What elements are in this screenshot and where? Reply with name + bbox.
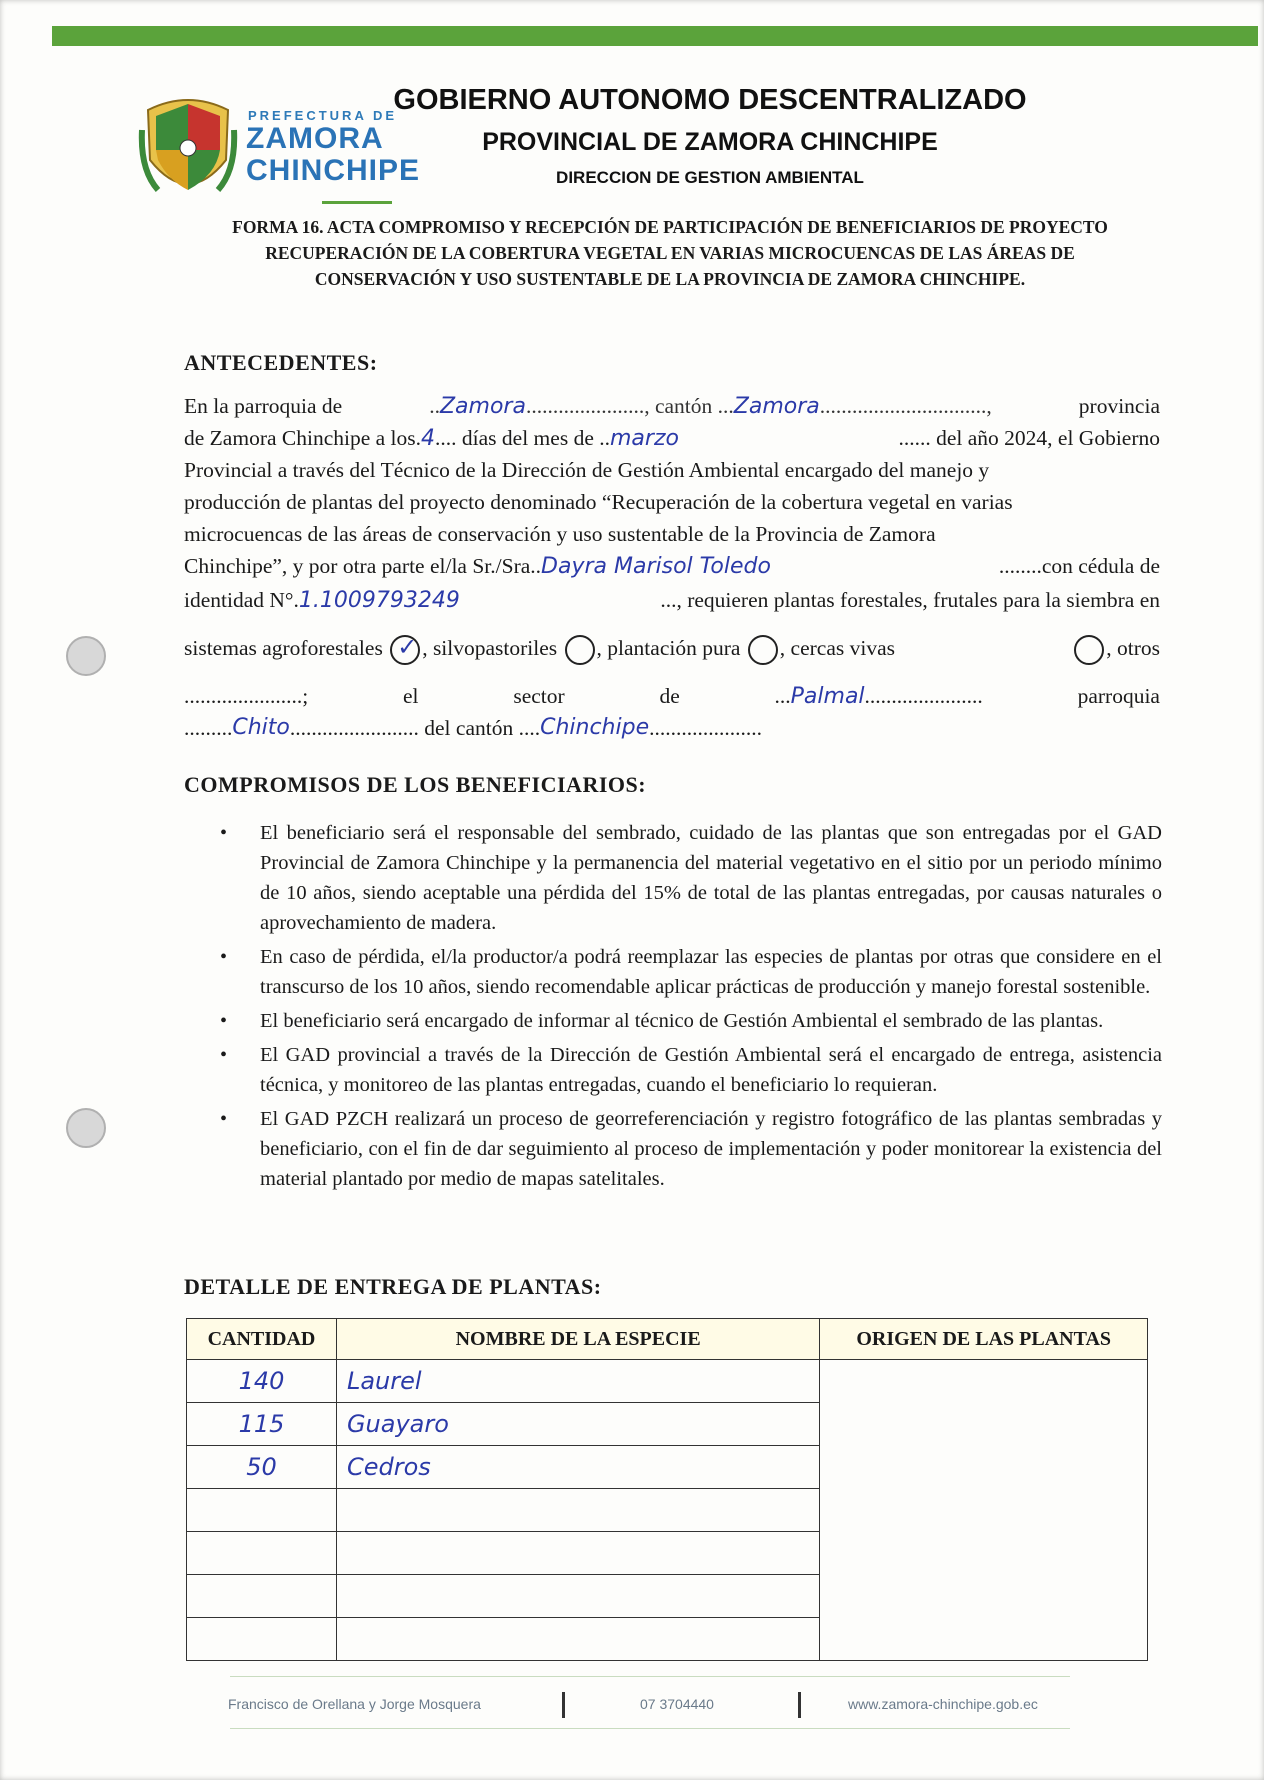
list-item: • El beneficiario será encargado de informar al técnico de Gestión Ambiental el sembrado de las plantas. bbox=[220, 1006, 1162, 1036]
text-segment: Provincial a través del Técnico de la Dirección de Gestión Ambiental encargado del manejo y bbox=[184, 458, 990, 482]
parroquia2-field[interactable]: Chito bbox=[232, 715, 290, 740]
gad-title-line1: GOBIERNO AUTONOMO DESCENTRALIZADO bbox=[393, 84, 1027, 116]
list-item: • El beneficiario será el responsable del sembrado, cuidado de las plantas que son entregadas por el GAD Provincial de Zamora Chinchipe y la permanencia del material vegetativo en el sitio por un periodo mínimo de 10 años, siendo aceptable una pérdida del 15% de total de las plantas entregadas, por causas naturales o aprovechamiento de madera. bbox=[220, 818, 1162, 938]
form-title-line2: RECUPERACIÓN DE LA COBERTURA VEGETAL EN VARIAS MICROCUENCAS DE LAS ÁREAS DE bbox=[265, 243, 1075, 263]
especie-cell[interactable] bbox=[336, 1532, 819, 1575]
cantidad-cell[interactable]: 115 bbox=[187, 1403, 337, 1446]
checkbox-plantacion-pura[interactable] bbox=[748, 635, 778, 665]
text-segment: producción de plantas del proyecto denominado “Recuperación de la cobertura vegetal en varias bbox=[184, 490, 1013, 514]
especie-cell[interactable] bbox=[336, 1618, 819, 1661]
canton-field[interactable]: Zamora bbox=[733, 394, 820, 419]
gad-department: DIRECCION DE GESTION AMBIENTAL bbox=[556, 168, 864, 187]
footer-divider-top bbox=[230, 1676, 1070, 1677]
antecedentes-line-5 bbox=[184, 518, 1160, 550]
antecedentes-line-3 bbox=[184, 454, 1160, 486]
logo-underline bbox=[322, 201, 392, 204]
prefectura-name-chinchipe: CHINCHIPE bbox=[246, 154, 421, 187]
list-item: • El GAD provincial a través de la Dirección de Gestión Ambiental será el encargado de entrega, asistencia técnica, y monitoreo de las plantas entregadas, cuando el beneficiario lo requieran. bbox=[220, 1040, 1162, 1100]
sector-field[interactable]: Palmal bbox=[790, 684, 865, 709]
cantidad-cell[interactable] bbox=[187, 1618, 337, 1661]
footer-separator bbox=[562, 1692, 565, 1718]
punch-hole-bottom bbox=[66, 1108, 106, 1148]
text-segment: el bbox=[403, 684, 419, 708]
text-segment: Chinchipe”, y por otra parte el/la Sr./Sra.. bbox=[184, 554, 542, 578]
text-parroquia-label: En la parroquia de bbox=[184, 394, 343, 418]
list-item: • El GAD PZCH realizará un proceso de georreferenciación y registro fotográfico de las plantas sembradas y beneficiario, con el fin de dar seguimiento al proceso de implementación y poder monitorear la existencia del material plantado por medio de mapas satelitales. bbox=[220, 1104, 1162, 1194]
checkbox-agroforestales[interactable] bbox=[390, 635, 420, 665]
option-agroforestales bbox=[184, 632, 895, 665]
footer-separator bbox=[798, 1692, 801, 1718]
dots: ...................... bbox=[864, 684, 983, 708]
footer-address: Francisco de Orellana y Jorge Mosquera bbox=[228, 1696, 481, 1712]
text-segment: de bbox=[659, 684, 680, 708]
especie-cell[interactable] bbox=[336, 1489, 819, 1532]
plants-table bbox=[186, 1318, 1148, 1661]
antecedentes-title: ANTECEDENTES: bbox=[184, 350, 378, 375]
label-agroforestales: sistemas agroforestales bbox=[184, 636, 383, 660]
text-segment: ..., requieren plantas forestales, frutales para la siembra en bbox=[660, 588, 1160, 612]
text-segment: sector bbox=[513, 684, 565, 708]
table-row bbox=[187, 1360, 1148, 1403]
mes-field[interactable]: marzo bbox=[609, 426, 679, 451]
origen-cell[interactable] bbox=[820, 1360, 1148, 1661]
antecedentes-line-10 bbox=[184, 712, 1160, 744]
text-segment: parroquia bbox=[1077, 684, 1160, 708]
antecedentes-line-7 bbox=[184, 584, 1160, 617]
otros-field[interactable]: ......................; bbox=[184, 684, 309, 708]
punch-hole-top bbox=[66, 636, 106, 676]
especie-cell[interactable]: Cedros bbox=[336, 1446, 819, 1489]
prefectura-label: PREFECTURA DE bbox=[248, 108, 398, 123]
antecedentes-line-6 bbox=[184, 550, 1160, 583]
text-segment: ........................ del cantón .... bbox=[289, 716, 541, 740]
column-header-origen: ORIGEN DE LAS PLANTAS bbox=[820, 1319, 1148, 1360]
footer-phone: 07 3704440 bbox=[640, 1696, 714, 1712]
especie-cell[interactable] bbox=[336, 1575, 819, 1618]
dots: .. bbox=[429, 394, 440, 418]
antecedentes-line-8 bbox=[184, 632, 1160, 665]
text-segment: ........con cédula de bbox=[998, 554, 1160, 578]
dia-field[interactable]: 4 bbox=[421, 426, 436, 451]
dots: ... bbox=[774, 684, 791, 708]
label-otros: , otros bbox=[1106, 636, 1160, 660]
column-header-especie: NOMBRE DE LA ESPECIE bbox=[336, 1319, 819, 1360]
header-green-bar bbox=[52, 26, 1258, 46]
check-mark-icon: ✓ bbox=[397, 633, 418, 662]
checkbox-silvopastoriles[interactable] bbox=[565, 635, 595, 665]
cantidad-cell[interactable] bbox=[187, 1489, 337, 1532]
canton-label: ......................, cantón ... bbox=[525, 394, 734, 418]
especie-cell[interactable]: Laurel bbox=[336, 1360, 819, 1403]
dots: ..............................., bbox=[819, 394, 992, 418]
compromisos-title: COMPROMISOS DE LOS BENEFICIARIOS: bbox=[184, 772, 647, 797]
column-header-cantidad: CANTIDAD bbox=[187, 1319, 337, 1360]
cedula-field[interactable]: 1.1009793249 bbox=[298, 588, 460, 613]
gad-title-line2: PROVINCIAL DE ZAMORA CHINCHIPE bbox=[482, 128, 938, 156]
text-segment: identidad N°. bbox=[184, 588, 299, 612]
cantidad-cell[interactable] bbox=[187, 1532, 337, 1575]
antecedentes-line-1 bbox=[184, 390, 1160, 423]
label-silvopastoriles: , silvopastoriles bbox=[422, 636, 558, 660]
prefectura-name-zamora: ZAMORA bbox=[246, 122, 384, 155]
text-segment: de Zamora Chinchipe a los. bbox=[184, 426, 422, 450]
prefectura-shield-logo bbox=[138, 90, 238, 210]
checkbox-otros[interactable] bbox=[1074, 635, 1104, 665]
compromisos-list bbox=[220, 818, 1162, 1198]
text-segment: .... días del mes de .. bbox=[435, 426, 610, 450]
label-cercas-vivas: , cercas vivas bbox=[779, 636, 896, 660]
table-header-row bbox=[187, 1319, 1148, 1360]
label-plantacion-pura: , plantación pura bbox=[596, 636, 741, 660]
especie-cell[interactable]: Guayaro bbox=[336, 1403, 819, 1446]
antecedentes-line-9 bbox=[184, 680, 1160, 713]
form-title bbox=[180, 214, 1160, 292]
text-segment: microcuencas de las áreas de conservación y uso sustentable de la Provincia de Zamora bbox=[184, 522, 936, 546]
text-provincia: provincia bbox=[1078, 394, 1160, 418]
canton2-field[interactable]: Chinchipe bbox=[540, 715, 650, 740]
cantidad-cell[interactable]: 50 bbox=[187, 1446, 337, 1489]
form-title-line1: FORMA 16. ACTA COMPROMISO Y RECEPCIÓN DE PARTICIPACIÓN DE BENEFICIARIOS DE PROYECTO bbox=[232, 217, 1108, 237]
footer-divider-bottom bbox=[230, 1728, 1070, 1729]
form-title-line3: CONSERVACIÓN Y USO SUSTENTABLE DE LA PROVINCIA DE ZAMORA CHINCHIPE. bbox=[314, 269, 1026, 289]
beneficiario-nombre-field[interactable]: Dayra Marisol Toledo bbox=[541, 554, 771, 579]
antecedentes-line-4 bbox=[184, 486, 1160, 518]
antecedentes-line-2 bbox=[184, 422, 1160, 455]
footer-website[interactable]: www.zamora-chinchipe.gob.ec bbox=[848, 1696, 1038, 1712]
cantidad-cell[interactable]: 140 bbox=[187, 1360, 337, 1403]
dots: ......... bbox=[184, 716, 233, 740]
dots: ..................... bbox=[649, 716, 762, 740]
detalle-title: DETALLE DE ENTREGA DE PLANTAS: bbox=[184, 1274, 602, 1299]
list-item: • En caso de pérdida, el/la productor/a podrá reemplazar las especies de plantas por otras que considere en el transcurso de los 10 años, siendo recomendable aplicar prácticas de producción y manejo forestal sostenible. bbox=[220, 942, 1162, 1002]
parroquia-field[interactable]: Zamora bbox=[439, 394, 526, 419]
text-segment: ...... del año 2024, el Gobierno bbox=[898, 426, 1160, 450]
cantidad-cell[interactable] bbox=[187, 1575, 337, 1618]
